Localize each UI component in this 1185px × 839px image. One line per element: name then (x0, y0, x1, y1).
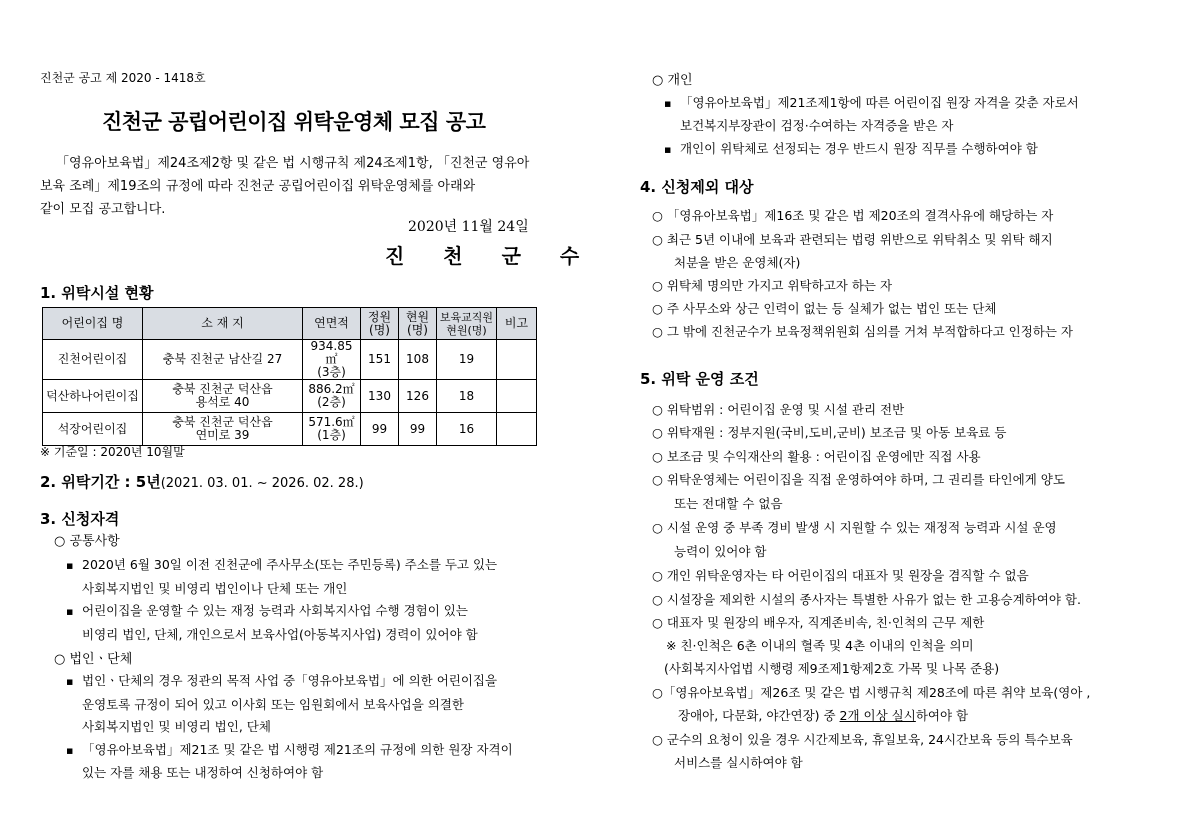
cell-text: 934.85㎡ (310, 339, 353, 366)
column-header: 어린이집 명 (43, 308, 143, 340)
table-cell (361, 413, 399, 446)
notice-date: 2020년 11월 24일 (408, 219, 529, 235)
section-heading: 4. 신청제외 대상 (640, 178, 754, 196)
cell-text: 151 (368, 352, 391, 366)
list-item: ○ 대표자 및 원장의 배우자, 직계존비속, 친·인척의 근무 제한 (652, 615, 985, 630)
cell-text: 용석로 40 (195, 395, 250, 409)
cell-text: 충북 진천군 남산길 27 (162, 352, 283, 366)
list-item: ○ 위탁체 명의만 가지고 위탁하고자 하는 자 (652, 278, 893, 293)
care-emphasis: 2개 이상 실시 (839, 708, 916, 723)
cell-text: 18 (458, 388, 475, 403)
cell-text: 130 (368, 388, 391, 403)
signer: 진 천 군 수 (385, 244, 596, 268)
table-note: ※ 기준일 : 2020년 10월말 (40, 445, 185, 459)
table-cell (303, 380, 361, 413)
column-header: 보육교직원 현원(명) (437, 308, 497, 340)
table-cell (399, 413, 437, 446)
list-item: ○ 보조금 및 수익재산의 활용 : 어린이집 운영에만 직접 사용 (652, 449, 981, 464)
table-cell (303, 340, 361, 380)
column-header: 비고 (497, 308, 537, 340)
cell-text: 충북 진천군 덕산읍 (172, 382, 273, 396)
list-item: ○ 주 사무소와 상근 인력이 없는 등 실체가 없는 법인 또는 단체 (652, 301, 997, 316)
kin-note: ※ 친·인척은 6촌 이내의 혈족 및 4촌 이내의 인척을 의미 (666, 638, 974, 653)
list-item-cont: 비영리 법인, 단체, 개인으로서 보육사업(아동복지사업) 경력이 있어야 함 (82, 627, 478, 642)
list-item-cont: 사회복지법인 및 비영리 법인, 단체 (82, 719, 271, 734)
cell-text: 진천어린이집 (57, 352, 128, 366)
cell-text: 886.2㎡ (308, 382, 355, 396)
list-item: ○ 위탁재원 : 정부지원(국비,도비,군비) 보조금 및 아동 보육료 등 (652, 425, 1007, 440)
cell-text: 571.6㎡ (308, 415, 355, 429)
list-item-cont: 처분을 받은 운영체(자) (674, 255, 801, 270)
section-heading: 3. 신청자격 (40, 510, 120, 528)
list-item-cont: 사회복지법인 및 비영리 법인이나 단체 또는 개인 (82, 581, 348, 596)
intro-paragraph (40, 152, 530, 221)
column-header: 정원 (명) (361, 308, 399, 340)
cell-text: 연미로 39 (195, 428, 250, 442)
column-header: 현원 (명) (399, 308, 437, 340)
section-heading: 5. 위탁 운영 조건 (640, 370, 759, 388)
table-cell (43, 340, 143, 380)
list-item: ○ 군수의 요청이 있을 경우 시간제보육, 휴일보육, 24시간보육 등의 특수보육 (652, 732, 1073, 747)
table-row (43, 380, 537, 413)
table-cell (437, 380, 497, 413)
table-cell (361, 380, 399, 413)
care-text: 장애아, 다문화, 야간연장) 중 (678, 708, 840, 723)
list-item-cont: 능력이 있어야 함 (674, 544, 767, 559)
list-item: ▪ 개인이 위탁체로 선정되는 경우 반드시 원장 직무를 수행하여야 함 (664, 139, 1038, 157)
list-item: ▪ 어린이집을 운영할 수 있는 재정 능력과 사회복지사업 수행 경험이 있는 (66, 601, 468, 619)
table-cell (43, 380, 143, 413)
list-item: ○ 그 밖에 진천군수가 보육정책위원회 심의를 거쳐 부적합하다고 인정하는 자 (652, 324, 1073, 339)
intro-line: 보육 조례」제19조의 규정에 따라 진천군 공립어린이집 위탁운영체를 아래와 (40, 179, 476, 194)
cell-text: 석장어린이집 (57, 421, 128, 436)
section-heading: 1. 위탁시설 현황 (40, 284, 154, 302)
cell-text: (3층) (317, 365, 346, 379)
table-cell (437, 340, 497, 380)
facility-table (42, 307, 537, 446)
table-cell (497, 340, 537, 380)
page-title: 진천군 공립어린이집 위탁운영체 모집 공고 (102, 110, 486, 134)
cell-text: (2층) (317, 395, 346, 409)
cell-text: 충북 진천군 덕산읍 (172, 415, 273, 429)
list-item-cont: 있는 자를 채용 또는 내정하여 신청하여야 함 (82, 765, 324, 780)
cell-text: 19 (458, 352, 475, 366)
table-cell (143, 380, 303, 413)
section-heading (40, 471, 364, 492)
list-item-cont (678, 706, 968, 724)
cell-text: 108 (406, 352, 429, 366)
intro-line: 같이 모집 공고합니다. (40, 202, 166, 217)
list-item: ○ 개인 위탁운영자는 타 어린이집의 대표자 및 원장을 겸직할 수 없음 (652, 568, 1029, 583)
list-item-cont: 보건복지부장관이 검정·수여하는 자격증을 받은 자 (680, 118, 954, 133)
column-header: 연면적 (303, 308, 361, 340)
list-item-cont: 서비스를 실시하여야 함 (674, 755, 803, 770)
cell-text: 덕산하나어린이집 (46, 388, 139, 403)
list-item: ○ 시설장을 제외한 시설의 종사자는 특별한 사유가 없는 한 고용승계하여야 함. (652, 592, 1081, 607)
table-header-row (43, 308, 537, 340)
table-row (43, 413, 537, 446)
table-cell (43, 413, 143, 446)
care-text: 하여야 함 (915, 708, 969, 723)
table-cell (497, 380, 537, 413)
column-header: 소 재 지 (143, 308, 303, 340)
list-item: ▪ 「영유아보육법」제21조제1항에 따른 어린이집 원장 자격을 갖춘 자로서 (664, 93, 1079, 111)
cell-text: 99 (409, 421, 426, 436)
list-item: ○ 위탁운영체는 어린이집을 직접 운영하여야 하며, 그 권리를 타인에게 양도 (652, 472, 1065, 487)
list-item: ○「영유아보육법」제26조 및 같은 법 시행규칙 제28조에 따른 취약 보육(영아 , (652, 685, 1091, 700)
table-cell (303, 413, 361, 446)
table-row (43, 340, 537, 380)
list-item: ▪ 법인ㆍ단체의 경우 정관의 목적 사업 중「영유아보육법」에 의한 어린이집을 (66, 671, 497, 689)
cell-text: 126 (406, 388, 429, 403)
list-item: ▪ 2020년 6월 30일 이전 진천군에 주사무소(또는 주민등록) 주소를 두고 있는 (66, 555, 497, 573)
kin-reference: (사회복지사업법 시행령 제9조제1항제2호 가목 및 나목 준용) (664, 661, 1000, 676)
table-cell (143, 413, 303, 446)
table-cell (399, 340, 437, 380)
sub-heading: ○ 공통사항 (54, 534, 120, 549)
notice-number: 진천군 공고 제 2020 - 1418호 (40, 71, 206, 85)
table-cell (143, 340, 303, 380)
list-item: ○ 시설 운영 중 부족 경비 발생 시 지원할 수 있는 재정적 능력과 시설 운영 (652, 520, 1057, 535)
period-heading: 2. 위탁기간 : 5년 (40, 473, 161, 491)
list-item: ○ 위탁범위 : 어린이집 운영 및 시설 관리 전반 (652, 402, 905, 417)
cell-text: (1층) (317, 428, 346, 442)
list-item: ○ 최근 5년 이내에 보육과 관련되는 법령 위반으로 위탁취소 및 위탁 해지 (652, 232, 1053, 247)
sub-heading: ○ 법인ㆍ단체 (54, 652, 133, 667)
list-item-cont: 운영토록 규정이 되어 있고 이사회 또는 임원회에서 보육사업을 의결한 (82, 697, 464, 712)
left-column (40, 0, 596, 839)
sub-heading: ○ 개인 (652, 73, 693, 88)
period-dates: (2021. 03. 01. ~ 2026. 02. 28.) (160, 476, 364, 491)
table-cell (497, 413, 537, 446)
right-column (640, 0, 1160, 839)
intro-line: 「영유아보육법」제24조제2항 및 같은 법 시행규칙 제24조제1항, 「진천군 영유아 (56, 156, 530, 171)
list-item-cont: 또는 전대할 수 없음 (674, 496, 783, 511)
table-cell (361, 340, 399, 380)
table-cell (437, 413, 497, 446)
list-item: ▪ 「영유아보육법」제21조 및 같은 법 시행령 제21조의 규정에 의한 원장 자격이 (66, 740, 513, 758)
list-item: ○ 「영유아보육법」제16조 및 같은 법 제20조의 결격사유에 해당하는 자 (652, 208, 1054, 223)
cell-text: 99 (371, 421, 388, 436)
table-cell (399, 380, 437, 413)
cell-text: 16 (458, 421, 475, 436)
